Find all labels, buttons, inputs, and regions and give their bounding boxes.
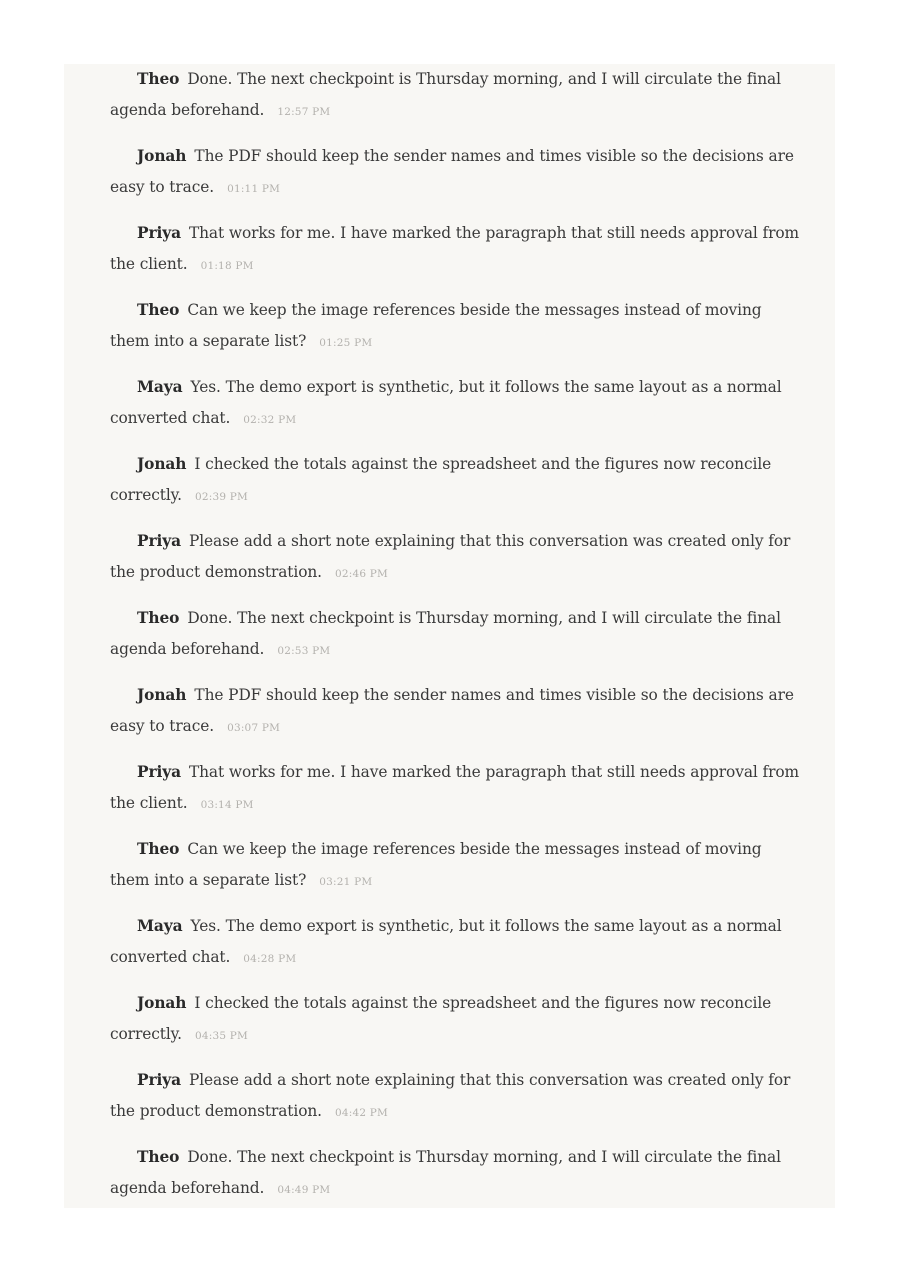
message-text: Can we keep the image references beside the messages instead of moving them into a separate list? [110, 840, 762, 889]
message-text: Done. The next checkpoint is Thursday morning, and I will circulate the final agenda beforehand. [110, 1148, 781, 1197]
message [110, 757, 800, 821]
chat-transcript-page [64, 64, 835, 1208]
message-time: 04:49 PM [277, 1184, 331, 1196]
message-text: Please add a short note explaining that this conversation was created only for the product demonstration. [110, 1071, 791, 1120]
message-sender: Jonah [137, 686, 187, 704]
message-text: The PDF should keep the sender names and times visible so the decisions are easy to trace. [110, 686, 794, 735]
message-text: The PDF should keep the sender names and times visible so the decisions are easy to trace. [110, 147, 794, 196]
message-sender: Theo [137, 609, 180, 627]
message-text: That works for me. I have marked the paragraph that still needs approval from the client. [110, 763, 800, 812]
message-time: 02:53 PM [277, 645, 331, 657]
message [110, 1065, 800, 1129]
message [110, 295, 800, 359]
message-sender: Theo [137, 1148, 180, 1166]
message-time: 01:18 PM [200, 260, 254, 272]
message-time: 04:42 PM [334, 1107, 388, 1119]
message-time: 03:07 PM [227, 722, 281, 734]
message-text: I checked the totals against the spreadsheet and the figures now reconcile correctly. [110, 994, 772, 1043]
message [110, 372, 800, 436]
message-sender: Theo [137, 840, 180, 858]
message-sender: Priya [137, 224, 181, 242]
message-time: 01:25 PM [319, 337, 373, 349]
message-sender: Priya [137, 1071, 181, 1089]
message-time: 12:57 PM [277, 106, 331, 118]
message-text: That works for me. I have marked the paragraph that still needs approval from the client. [110, 224, 800, 273]
message-time: 01:11 PM [227, 183, 281, 195]
message-time: 02:32 PM [243, 414, 297, 426]
message-time: 04:35 PM [194, 1030, 248, 1042]
message [110, 64, 800, 128]
message [110, 911, 800, 975]
message-time: 03:21 PM [319, 876, 373, 888]
message [110, 988, 800, 1052]
message-sender: Maya [137, 378, 183, 396]
message-time: 02:39 PM [194, 491, 248, 503]
message-time: 02:46 PM [334, 568, 388, 580]
message-text: Please add a short note explaining that this conversation was created only for the product demonstration. [110, 532, 791, 581]
message-sender: Theo [137, 301, 180, 319]
message-sender: Priya [137, 763, 181, 781]
message [110, 1142, 800, 1206]
message-text: I checked the totals against the spreadsheet and the figures now reconcile correctly. [110, 455, 772, 504]
message-text: Done. The next checkpoint is Thursday morning, and I will circulate the final agenda beforehand. [110, 70, 781, 119]
message-sender: Jonah [137, 994, 187, 1012]
message [110, 526, 800, 590]
message-time: 03:14 PM [200, 799, 254, 811]
message-text: Done. The next checkpoint is Thursday morning, and I will circulate the final agenda beforehand. [110, 609, 781, 658]
message-text: Yes. The demo export is synthetic, but it follows the same layout as a normal converted chat. [110, 917, 782, 966]
message [110, 603, 800, 667]
message-text: Can we keep the image references beside the messages instead of moving them into a separate list? [110, 301, 762, 350]
message [110, 141, 800, 205]
message-sender: Jonah [137, 455, 187, 473]
message [110, 449, 800, 513]
message-sender: Priya [137, 532, 181, 550]
message [110, 834, 800, 898]
message [110, 680, 800, 744]
message [110, 218, 800, 282]
message-sender: Theo [137, 70, 180, 88]
message-sender: Jonah [137, 147, 187, 165]
message-sender: Maya [137, 917, 183, 935]
message-time: 04:28 PM [243, 953, 297, 965]
message-text: Yes. The demo export is synthetic, but it follows the same layout as a normal converted chat. [110, 378, 782, 427]
